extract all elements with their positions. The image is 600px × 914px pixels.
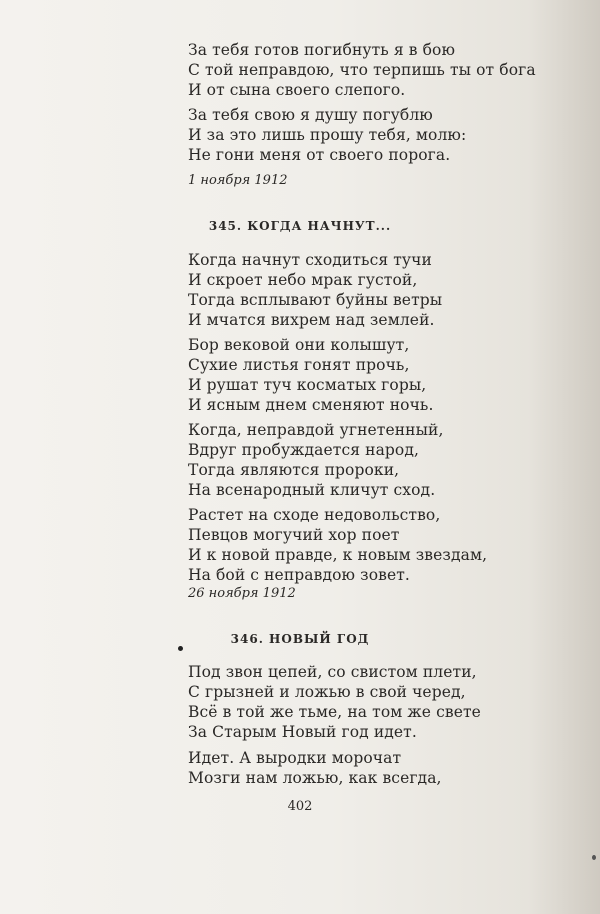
verse-line: С грызней и ложью в свой черед, xyxy=(188,683,466,701)
verse-line: С той неправдою, что терпишь ты от бога xyxy=(188,61,536,79)
verse-line: За Старым Новый год идет. xyxy=(188,723,417,741)
poem-345-heading: 345. КОГДА НАЧНУТ... xyxy=(208,219,392,233)
verse-line: Всё в той же тьме, на том же свете xyxy=(188,703,481,721)
verse-line: Певцов могучий хор поет xyxy=(188,526,400,544)
verse-line: Бор вековой они колышут, xyxy=(188,336,410,354)
verse-line: Тогда всплывают буйны ветры xyxy=(188,291,443,309)
poem-344-date: 1 ноября 1912 xyxy=(188,173,288,188)
scan-speck-mark xyxy=(592,855,596,860)
verse-line: Растет на сходе недовольство, xyxy=(188,506,441,524)
verse-line: И ясным днем сменяют ночь. xyxy=(188,396,434,414)
verse-line: Тогда являются пророки, xyxy=(188,461,400,479)
poem-344-stanza-1 xyxy=(188,40,536,100)
verse-line: Идет. А выродки морочат xyxy=(188,749,402,767)
verse-line: За тебя свою я душу погублю xyxy=(188,106,433,124)
poem-345-stanza-4 xyxy=(188,505,487,585)
verse-line: За тебя готов погибнуть я в бою xyxy=(188,41,456,59)
verse-line: Когда начнут сходиться тучи xyxy=(188,251,432,269)
poem-346-stanza-1 xyxy=(188,662,481,742)
verse-line: Мозги нам ложью, как всегда, xyxy=(188,769,442,787)
verse-line: И скроет небо мрак густой, xyxy=(188,271,418,289)
poem-344-stanza-2 xyxy=(188,105,466,165)
verse-line: На бой с неправдою зовет. xyxy=(188,566,410,584)
poem-346-stanza-2 xyxy=(188,748,442,788)
verse-line: И мчатся вихрем над землей. xyxy=(188,311,435,329)
poem-345-stanza-2 xyxy=(188,335,433,415)
verse-line: И за это лишь прошу тебя, молю: xyxy=(188,126,467,144)
verse-line: Под звон цепей, со свистом плети, xyxy=(188,663,477,681)
verse-line: И от сына своего слепого. xyxy=(188,81,406,99)
poem-345-stanza-1 xyxy=(188,250,442,330)
page-number: 402 xyxy=(287,799,313,814)
verse-line: И рушат туч косматых горы, xyxy=(188,376,427,394)
verse-line: На всенародный кличут сход. xyxy=(188,481,436,499)
verse-line: И к новой правде, к новым звездам, xyxy=(188,546,488,564)
poem-345-date: 26 ноября 1912 xyxy=(188,586,296,601)
verse-line: Сухие листья гонят прочь, xyxy=(188,356,410,374)
poem-345-stanza-3 xyxy=(188,420,444,500)
verse-line: Когда, неправдой угнетенный, xyxy=(188,421,444,439)
verse-line: Вдруг пробуждается народ, xyxy=(188,441,420,459)
verse-line: Не гони меня от своего порога. xyxy=(188,146,451,164)
margin-dot-mark xyxy=(178,646,183,651)
poem-346-heading: 346. НОВЫЙ ГОД xyxy=(230,632,370,646)
